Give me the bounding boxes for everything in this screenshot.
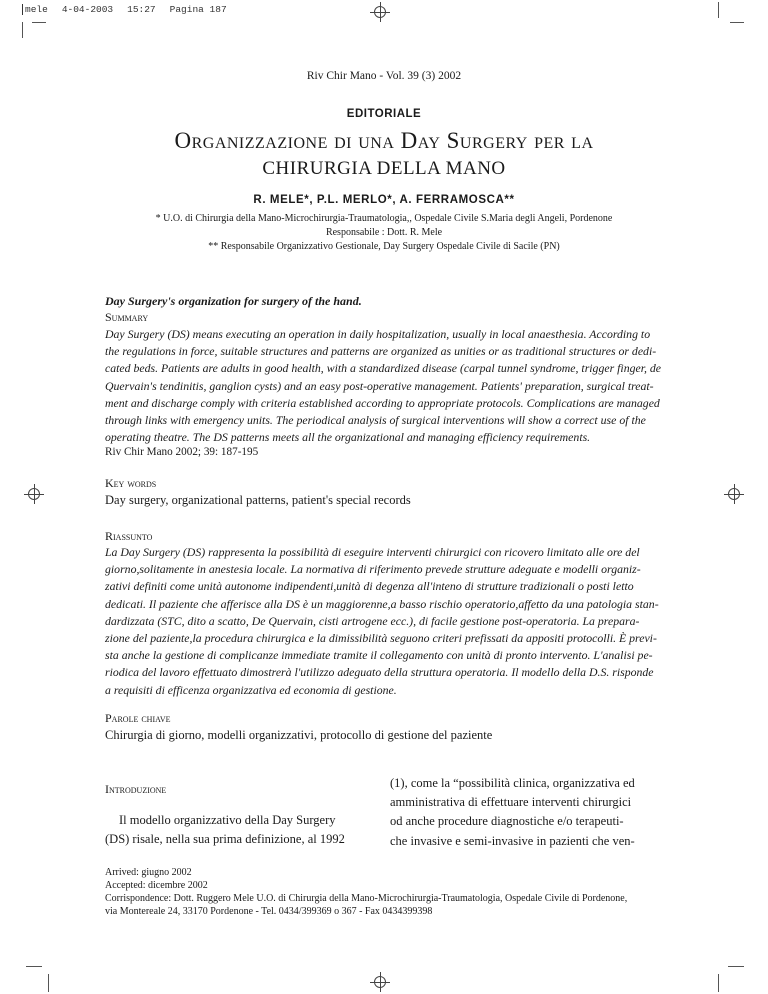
summary-text xyxy=(105,326,665,446)
footnotes xyxy=(105,866,685,918)
intro-line: Il modello organizzativo della Day Surgery xyxy=(119,813,336,827)
riassunto-line: dedicati. Il paziente che afferisce alla DS è un maggiorenne,a basso rischio operatorio,affetto da una patologia stan- xyxy=(105,596,659,611)
parole-chiave: Chirurgia di giorno, modelli organizzativi, protocollo di gestione del paziente xyxy=(105,728,493,742)
slug-date: 4-04-2003 xyxy=(61,4,114,15)
intro-line: od anche procedure diagnostiche e/o terapeuti- xyxy=(390,814,624,829)
riassunto-line: dardizzata (STC, dito a scatto, De Quervain, cisti artrogene ecc.), di facile gestione post-operatoria. La prepara- xyxy=(105,613,640,628)
slug-time: 15:27 xyxy=(127,4,156,15)
crop-mark-bottom-right xyxy=(718,974,719,992)
affiliation-line: Responsabile : Dott. R. Mele xyxy=(325,227,443,238)
riassunto-text xyxy=(105,544,665,699)
riassunto-line: zativi definiti come unità autonome indipendenti,unità di degenza all'inteno di strutture tradizionali o posti letto xyxy=(105,579,634,594)
footnote-line: Corrispondence: Dott. Ruggero Mele U.O. di Chirurgia della Mano-Microchirurgia-Traumatologia, Ospedale Civile di Pordenone, xyxy=(105,893,628,904)
riassunto-line: sta anche la gestione di complicanze immediate tramite il collegamento con unità di pronto intervento. L'analisi pe- xyxy=(105,648,653,663)
summary-heading: Summary xyxy=(105,310,149,324)
footnote-line: via Montereale 24, 33170 Pordenone - Tel. 0434/399369 o 367 - Fax 0434399398 xyxy=(105,906,433,917)
crop-mark-bottom-left xyxy=(48,974,49,992)
keywords: Day surgery, organizational patterns, patient's special records xyxy=(105,493,411,507)
crop-mark-bottom-left-h xyxy=(26,966,42,967)
riassunto-line: zione del paziente,la procedura chirurgica e la dimissibilità seguono criteri prefissati da appositi protocolli. È previ- xyxy=(105,631,657,646)
parole-chiave-heading: Parole chiave xyxy=(105,711,171,725)
riassunto-heading: Riassunto xyxy=(105,529,153,543)
introduction-heading: Introduzione xyxy=(105,782,167,796)
crop-mark-top-right xyxy=(718,2,719,18)
authors: R. MELE*, P.L. MERLO*, A. FERRAMOSCA** xyxy=(253,194,515,206)
intro-line: amministrativa di effettuare interventi chirurgici xyxy=(390,795,632,810)
affiliation-line: * U.O. di Chirurgia della Mano-Microchirurgia-Traumatologia,, Ospedale Civile S.Maria degli Angeli, Pordenone xyxy=(155,213,613,224)
riassunto-line: La Day Surgery (DS) rappresenta la possibilità di eseguire interventi chirurgici con ricovero limitato alle ore del xyxy=(105,545,640,559)
riassunto-line: a requisiti di efficenza organizzativa ed economia di gestione. xyxy=(105,682,397,697)
riassunto-line: riodica del lavoro effettuato dimostrerà l'utilizzo adeguato della struttura operatoria. Il modello della D.S. risponde xyxy=(105,665,654,680)
summary-line: cated beds. Patients are adults in good health, with a standardized disease (carpal tunnel syndrome, trigger finger, de xyxy=(105,361,662,376)
footnote-line: Arrived: giugno 2002 xyxy=(105,867,192,878)
registration-mark-right xyxy=(724,484,744,504)
summary-line: Quervain's tendinitis, ganglion cysts) and an easy post-operative management. Patients' preparation, surgical treat- xyxy=(105,378,654,393)
english-title: Day Surgery's organization for surgery of the hand. xyxy=(105,294,362,308)
intro-right-column xyxy=(390,774,663,851)
article-title-line-1: Organizzazione di una Day Surgery per la xyxy=(174,128,594,153)
summary-line: operating theatre. The DS patterns meets all the organizational and managing efficiency requirements. xyxy=(105,430,591,445)
article-title-line-2: CHIRURGIA DELLA MANO xyxy=(262,158,506,179)
citation: Riv Chir Mano 2002; 39: 187-195 xyxy=(105,446,259,458)
crop-mark-top-left-h xyxy=(32,22,46,23)
slug-page: Pagina 187 xyxy=(169,4,227,15)
slug-file: mele xyxy=(22,4,48,15)
summary-line: the regulations in force, suitable structures and patterns are organized as unities or as traditional structures or dedi- xyxy=(105,344,657,359)
print-slug xyxy=(22,4,241,15)
crop-mark-top-left xyxy=(22,22,23,38)
summary-line: ment and discharge comply with criteria established according to appropriate protocols. Complications are managed xyxy=(105,395,660,410)
intro-left-column xyxy=(105,811,378,849)
crop-mark-bottom-right-h xyxy=(728,966,744,967)
journal-line: Riv Chir Mano - Vol. 39 (3) 2002 xyxy=(306,70,462,82)
section-label: EDITORIALE xyxy=(346,108,422,120)
affiliation-line: ** Responsabile Organizzativo Gestionale, Day Surgery Ospedale Civile di Sacile (PN) xyxy=(208,241,560,252)
registration-mark-top xyxy=(370,2,390,22)
keywords-heading: Key words xyxy=(105,476,157,490)
footnote-line: Accepted: dicembre 2002 xyxy=(105,880,208,891)
intro-line: che invasive e semi-invasive in pazienti che ven- xyxy=(390,833,635,848)
intro-line: (1), come la “possibilità clinica, organizzativa ed xyxy=(390,776,635,790)
registration-mark-left xyxy=(24,484,44,504)
summary-line: through links with emergency units. The periodical analysis of surgical interventions will show a correct use of the xyxy=(105,413,646,428)
summary-line: Day Surgery (DS) means executing an operation in daily hospitalization, usually in local anaesthesia. According to xyxy=(105,327,651,341)
registration-mark-bottom xyxy=(370,972,390,992)
crop-mark-top-right-h xyxy=(730,22,744,23)
riassunto-line: giorno,solitamente in anestesia locale. La normativa di riferimento prevede strutture adeguate e modelli organiz- xyxy=(105,562,641,577)
intro-line: (DS) risale, nella sua prima definizione, al 1992 xyxy=(105,832,345,847)
